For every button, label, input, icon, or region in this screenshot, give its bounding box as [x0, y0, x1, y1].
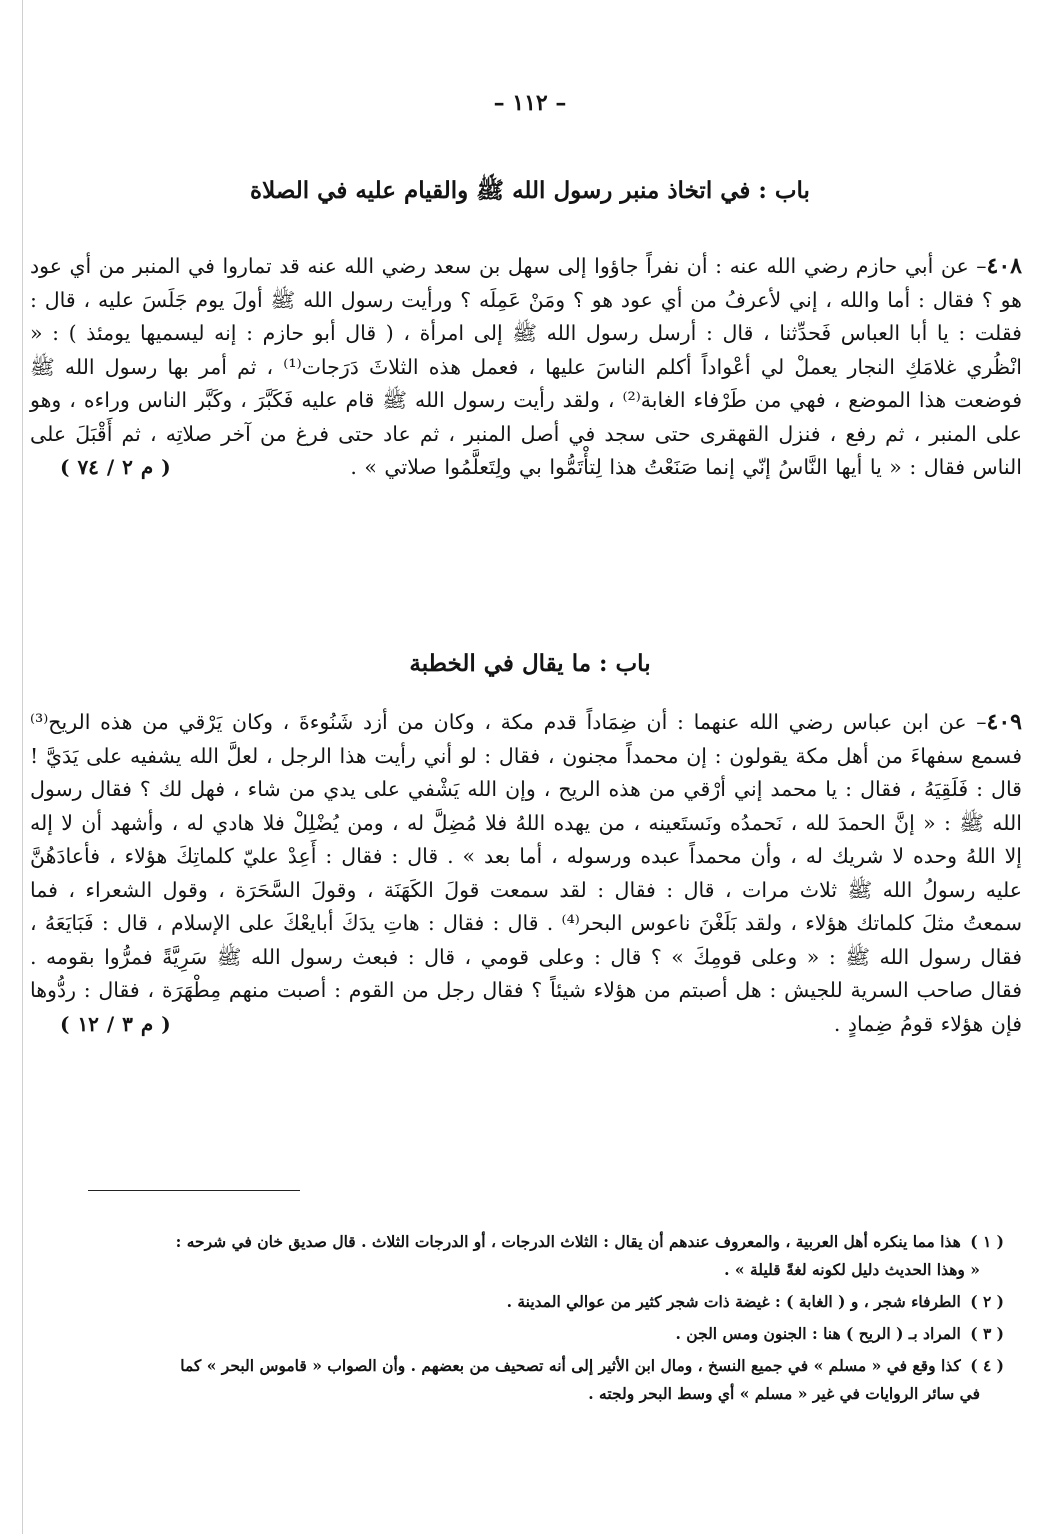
- footnote-continuation: « وهذا الحديث دليل لكونه لغةً قليلة » .: [724, 1260, 980, 1279]
- footnote-text: كذا وقع في « مسلم » في جميع النسخ ، ومال ابن الأثير إلى أنه تصحيف من بعضهم . وأن الصواب « قاموس البحر » كما: [180, 1356, 961, 1375]
- hadith-number: ٤٠٩: [986, 709, 1022, 735]
- footnote-2: [44, 1288, 1004, 1316]
- footnote-4: [44, 1352, 1004, 1408]
- footnote-3: [44, 1320, 1004, 1348]
- scan-margin-line: [22, 0, 23, 1534]
- hadith-text: – عن ابن عباس رضي الله عنهما : أن ضِمَاداً قدم مكة ، وكان من أزد شَنُوءةَ ، وكان يَرْقي من هذه الريح⁽³⁾ فسمع سفهاءَ من أهل مكة يقولون : إن محمداً مجنون ، فقال : لو أني رأيت هذا الرجل ، لعلَّ الله يشفيه على يَدَيَّ ! قال : فَلَقِيَهُ ، فقال : يا محمد إني أرْقي من هذه الريح ، وإن الله يَشْفي على يدي من شاء ، فهل لك ؟ فقال رسول الله ﷺ : « إنَّ الحمدَ لله ، نَحمدُه ونَستَعينه ، من يهده اللهُ فلا مُضِلَّ له ، ومن يُضْلِلْ فلا هادي له ، وأشهد أن لا إله إلا اللهُ وحده لا شريك له ، وأن محمداً عبده ورسوله ، أما بعد » . قال : فقال : أَعِدْ عليّ كلماتِكَ هؤلاء ، فأعادَهُنَّ عليه رسولُ الله ﷺ ثلاث مرات ، قال : فقال : لقد سمعت قولَ الكَهَنَة ، وقولَ السَّحَرَة ، وقول الشعراء ، فما سمعتُ مثلَ كلماتك هؤلاء ، ولقد بَلَغْنَ ناعوس البحر⁽⁴⁾ . قال : فقال : هاتِ يدَكَ أبايعْكَ على الإسلام ، قال : فَبَايَعَهُ ، فقال رسول الله ﷺ : « وعلى قومِكَ » ؟ قال : وعلى قومي ، قال : فبعث رسول الله ﷺ سَرِيَّةً فمرُّوا بقومه . فقال صاحب السرية للجيش : هل أصبتم من هؤلاء شيئاً ؟ فقال رجل من القوم : أصبت منهم مِطْهَرَة ، فقال : ردُّوها فإن هؤلاء قومُ ضِمادٍ .: [30, 710, 1022, 1036]
- hadith-409: [30, 706, 1022, 1041]
- section-heading-khutba: باب : ما يقال في الخطبة: [409, 650, 651, 677]
- footnotes: [44, 1228, 1004, 1412]
- footnote-number: ( ٤ ): [970, 1356, 1004, 1375]
- footnote-number: ( ١ ): [970, 1232, 1004, 1251]
- book-page: [30, 0, 1030, 1534]
- hadith-reference: ( م ٢ / ٧٤ ): [60, 455, 171, 479]
- footnote-1: [44, 1228, 1004, 1284]
- footnote-continuation: في سائر الروايات في غير « مسلم » أي وسط البحر ولجته .: [588, 1384, 980, 1403]
- footnote-text: المراد بـ ( الريح ) هنا : الجنون ومس الجن .: [675, 1324, 961, 1343]
- section-heading-minbar: باب : في اتخاذ منبر رسول الله ﷺ والقيام عليه في الصلاة: [250, 177, 810, 204]
- footnote-text: الطرفاء شجر ، و ( الغابة ) : غيضة ذات شجر كثير من عوالي المدينة .: [506, 1292, 961, 1311]
- page-number: – ١١٢ –: [493, 90, 567, 116]
- footnote-number: ( ٣ ): [970, 1324, 1004, 1343]
- hadith-number: ٤٠٨: [986, 253, 1022, 279]
- hadith-408: [30, 250, 1022, 485]
- hadith-text: – عن أبي حازم رضي الله عنه : أن نفراً جاؤوا إلى سهل بن سعد رضي الله عنه قد تماروا في المنبر من أي عود هو ؟ فقال : أما والله ، إني لأعرفُ من أي عود هو ؟ ومَنْ عَمِلَه ؟ ورأيت رسول الله ﷺ أولَ يوم جَلَسَ عليه ، قال : فقلت : يا أبا العباس فَحدِّثنا ، قال : أرسل رسول الله ﷺ إلى امرأة ، ( قال أبو حازم : إنه ليسميها يومئذ ) : « انْظُري غلامَكِ النجار يعملْ لي أعْواداً أكلم الناسَ عليها ، فعمل هذه الثلاثَ دَرَجات⁽¹⁾ ، ثم أمر بها رسول الله ﷺ فوضعت هذا الموضع ، فهي من طَرْفاء الغابة⁽²⁾ ، ولقد رأيت رسول الله ﷺ قام عليه فَكَبَّرَ ، وكَبَّر الناس وراءه ، وهو على المنبر ، ثم رفع ، فنزل القهقرى حتى سجد في أصل المنبر ، ثم عاد حتى فرغ من آخر صلاتِه ، ثم أَقْبَلَ على الناس فقال : « يا أيها النَّاسُ إنّي إنما صَنَعْتُ هذا لِتأْتَمُّوا بي ولِتَعلَّمُوا صلاتي » .: [30, 254, 1022, 479]
- footnote-number: ( ٢ ): [970, 1292, 1004, 1311]
- hadith-reference: ( م ٣ / ١٢ ): [60, 1011, 171, 1036]
- footnote-text: هذا مما ينكره أهل العربية ، والمعروف عندهم أن يقال : الثلاث الدرجات ، أو الدرجات الثلاث . قال صديق خان في شرحه :: [175, 1232, 961, 1251]
- footnote-separator: [88, 1190, 300, 1191]
